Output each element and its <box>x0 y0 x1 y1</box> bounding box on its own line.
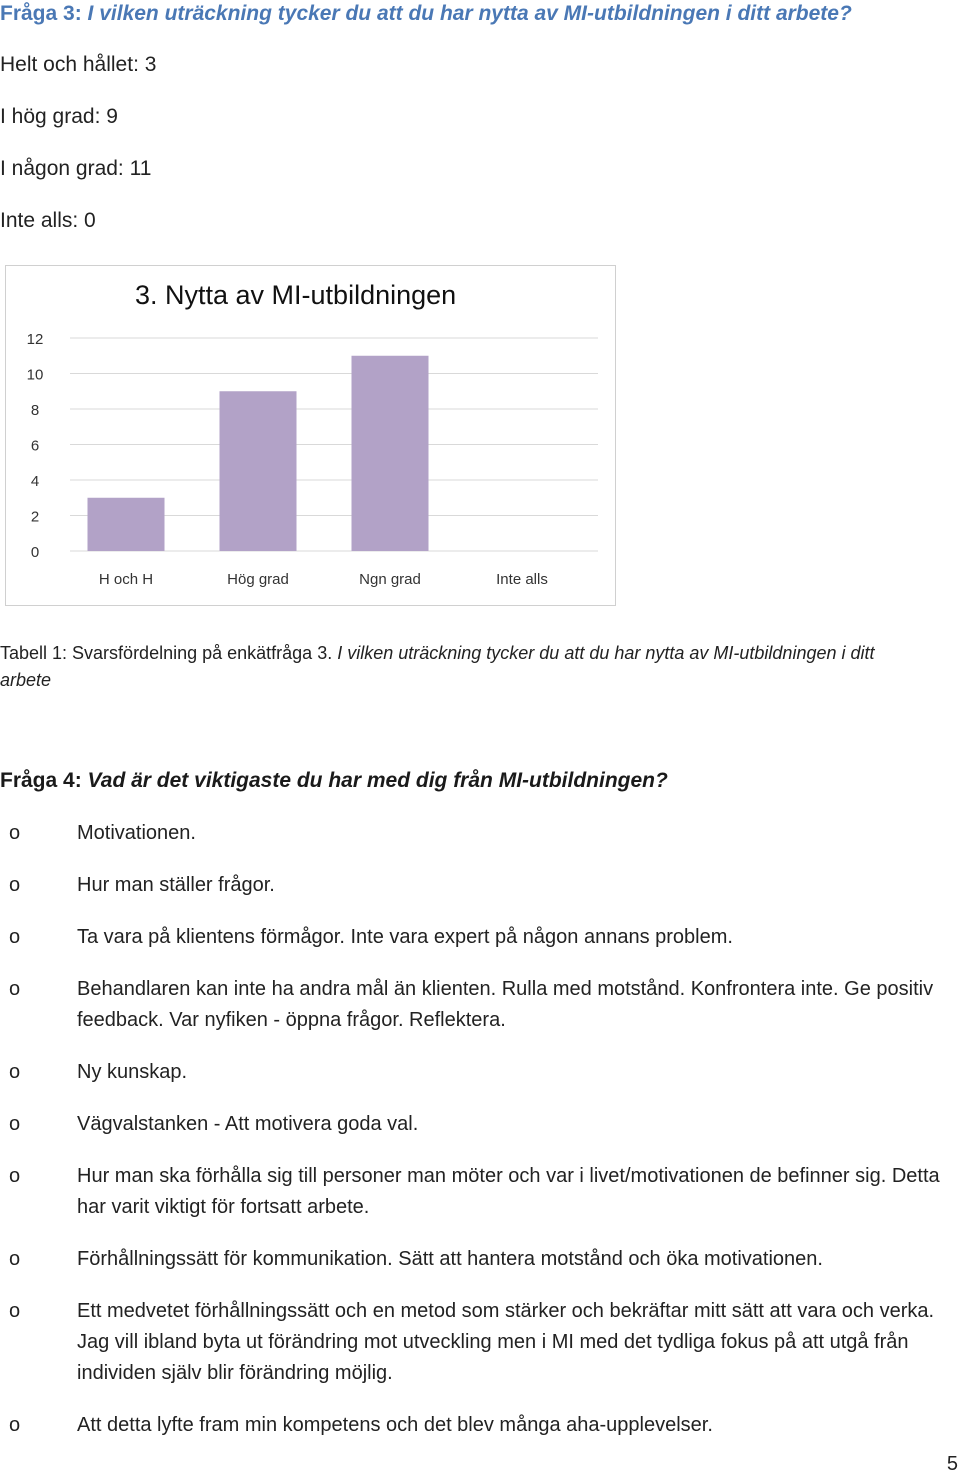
answer-2: I hög grad: 9 <box>0 105 118 128</box>
bullet-marker: o <box>9 1165 21 1187</box>
x-tick-label: H och H <box>98 571 154 588</box>
list-item-text: Motivationen. <box>77 822 196 844</box>
y-tick-label: 10 <box>26 366 44 384</box>
list-item-text: Ett medvetet förhållningssätt och en metod som stärker och bekräftar mitt sätt att vara och verka. Jag vill ibland byta ut förändring mot utveckling men i MI med det tydliga fokus på att utgå från individen själv blir förändring möjlig. <box>77 1300 935 1384</box>
bullet-marker: o <box>9 1414 21 1436</box>
list-item <box>0 1057 960 1088</box>
bullet-marker: o <box>9 1300 21 1322</box>
list-item <box>0 818 960 849</box>
caption-prefix: Tabell 1: Svarsfördelning på enkätfråga 3. <box>0 643 338 663</box>
y-tick-label: 2 <box>30 508 40 526</box>
x-tick-label: Ngn grad <box>359 571 421 588</box>
bullet-marker: o <box>9 1248 21 1270</box>
list-item-text: Hur man ställer frågor. <box>77 874 275 896</box>
list-item-text: Ny kunskap. <box>77 1061 188 1083</box>
bullet-marker: o <box>9 1061 21 1083</box>
bullet-marker: o <box>9 978 21 1000</box>
bullet-marker: o <box>9 822 21 844</box>
y-tick-label: 0 <box>30 544 40 561</box>
list-item <box>0 974 960 1036</box>
question-3-label: Fråga 3: <box>0 2 82 25</box>
question-4-heading <box>0 769 668 793</box>
question-4-label: Fråga 4: <box>0 769 82 792</box>
list-item <box>0 1161 960 1223</box>
list-item <box>0 1410 960 1441</box>
list-item-text: Vägvalstanken - Att motivera goda val. <box>77 1113 419 1135</box>
list-item <box>0 870 960 901</box>
list-item-text: Ta vara på klientens förmågor. Inte vara expert på någon annans problem. <box>77 926 733 948</box>
list-item <box>0 1109 960 1140</box>
page-number: 5 <box>946 1453 958 1475</box>
question-3-heading <box>0 2 852 26</box>
bullet-marker: o <box>9 926 21 948</box>
answer-list <box>0 818 960 1462</box>
chart-title: 3. Nytta av MI-utbildningen <box>135 280 457 310</box>
answer-1: Helt och hållet: 3 <box>0 53 157 76</box>
list-item <box>0 1296 960 1389</box>
answer-3: I någon grad: 11 <box>0 157 152 180</box>
question-4-text: Vad är det viktigaste du har med dig från MI-utbildningen? <box>87 769 668 792</box>
y-tick-label: 6 <box>30 437 40 455</box>
list-item-text: Behandlaren kan inte ha andra mål än klienten. Rulla med motstånd. Konfrontera inte. Ge positiv feedback. Var nyfiken - öppna frågor. Reflektera. <box>77 978 934 1031</box>
list-item <box>0 1244 960 1275</box>
answer-4: Inte alls: 0 <box>0 209 96 232</box>
list-item-text: Förhållningssätt för kommunikation. Sätt att hantera motstånd och öka motivationen. <box>77 1248 823 1270</box>
table-caption <box>0 640 900 694</box>
y-tick-label: 4 <box>30 473 40 490</box>
bullet-marker: o <box>9 1113 21 1135</box>
list-item-text: Hur man ska förhålla sig till personer man möter och var i livet/motivationen de befinner sig. Detta har varit viktigt för fortsatt arbete. <box>77 1165 940 1218</box>
list-item-text: Att detta lyfte fram min kompetens och det blev många aha-upplevelser. <box>77 1414 713 1436</box>
bullet-marker: o <box>9 874 21 896</box>
chart-frame <box>5 265 616 606</box>
y-tick-label: 12 <box>26 331 44 348</box>
caption-italic: I vilken uträckning tycker du att du har nytta av MI-utbildningen i ditt arbete <box>0 643 875 690</box>
y-tick-label: 8 <box>30 402 40 419</box>
x-tick-label: Hög grad <box>227 571 289 588</box>
question-3-text: I vilken uträckning tycker du att du har nytta av MI-utbildningen i ditt arbete? <box>87 2 852 25</box>
list-item <box>0 922 960 953</box>
x-tick-label: Inte alls <box>496 571 548 588</box>
